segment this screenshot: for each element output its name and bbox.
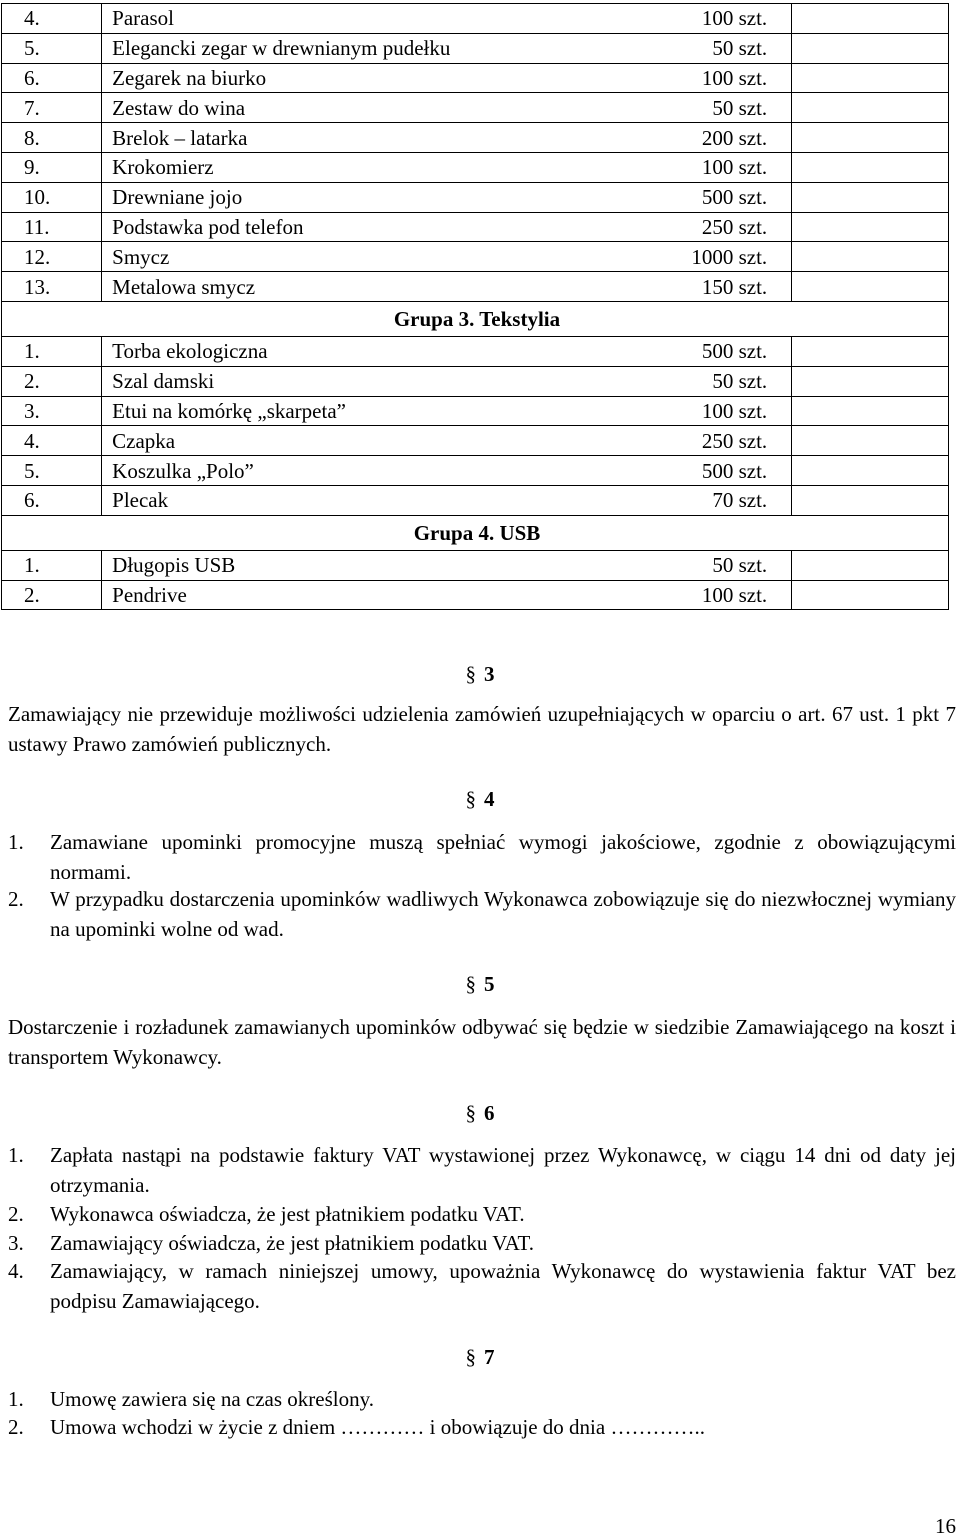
table-row [2, 396, 949, 426]
section-7-heading [0, 1345, 960, 1370]
empty-cell [792, 182, 949, 212]
item-name: Smycz [102, 242, 664, 272]
table-row [2, 212, 949, 242]
empty-cell [792, 426, 949, 456]
item-number: 1. [8, 1387, 24, 1411]
empty-cell [792, 396, 949, 426]
item-name: Plecak [102, 485, 664, 515]
table-row [2, 242, 949, 272]
section-number: 3 [484, 662, 495, 686]
item-quantity: 150 szt. [664, 272, 792, 302]
item-number: 1. [8, 1143, 24, 1167]
section-4-item [8, 827, 956, 887]
item-text: Zapłata nastąpi na podstawie faktury VAT wystawionej przez Wykonawcę, w ciągu 14 dni od daty jej otrzymania. [50, 1143, 956, 1197]
empty-cell [792, 242, 949, 272]
empty-cell [792, 4, 949, 34]
item-name: Torba ekologiczna [102, 336, 664, 366]
item-quantity: 70 szt. [664, 485, 792, 515]
table-row [2, 123, 949, 153]
item-number: 4. [8, 1259, 24, 1283]
empty-cell [792, 366, 949, 396]
empty-cell [792, 485, 949, 515]
item-number: 2. [2, 366, 102, 396]
section-4-heading [0, 787, 960, 812]
item-quantity: 250 szt. [664, 426, 792, 456]
item-number: 2. [8, 1415, 24, 1439]
section-7-item [8, 1412, 956, 1442]
section-5-heading [0, 972, 960, 997]
section-5-paragraph: Dostarczenie i rozładunek zamawianych upominków odbywać się będzie w siedzibie Zamawiającego na koszt i transportem Wykonawcy. [8, 1015, 956, 1069]
item-quantity: 500 szt. [664, 336, 792, 366]
item-number: 8. [2, 123, 102, 153]
item-quantity: 100 szt. [664, 152, 792, 182]
item-quantity: 100 szt. [664, 396, 792, 426]
item-number: 2. [8, 887, 24, 911]
section-3-paragraph: Zamawiający nie przewiduje możliwości udzielenia zamówień uzupełniających w oparciu o art. 67 ust. 1 pkt 7 ustawy Prawo zamówień publicznych. [8, 702, 956, 756]
item-quantity: 100 szt. [664, 580, 792, 610]
item-quantity: 200 szt. [664, 123, 792, 153]
item-number: 2. [8, 1202, 24, 1226]
section-number: 6 [484, 1101, 495, 1125]
empty-cell [792, 272, 949, 302]
section-number: 7 [484, 1345, 495, 1369]
table-row [2, 4, 949, 34]
item-name: Brelok – latarka [102, 123, 664, 153]
item-quantity: 500 szt. [664, 456, 792, 486]
item-number: 12. [2, 242, 102, 272]
item-name: Zegarek na biurko [102, 63, 664, 93]
section-6-item [8, 1256, 956, 1316]
item-quantity: 250 szt. [664, 212, 792, 242]
section-5-text [8, 1012, 956, 1072]
table-row [2, 63, 949, 93]
group-header-row [2, 515, 949, 550]
item-quantity: 50 szt. [664, 33, 792, 63]
item-name: Zestaw do wina [102, 93, 664, 123]
table-row [2, 272, 949, 302]
section-7-item [8, 1384, 956, 1414]
item-name: Długopis USB [102, 550, 664, 580]
section-sign: § [465, 787, 476, 811]
item-number: 1. [2, 336, 102, 366]
item-text: Zamawiane upominki promocyjne muszą spełniać wymogi jakościowe, zgodnie z obowiązującymi normami. [50, 830, 956, 884]
page-number: 16 [935, 1514, 956, 1538]
item-text: Umowa wchodzi w życie z dniem ………… i obowiązuje do dnia ………….. [50, 1415, 705, 1439]
empty-cell [792, 93, 949, 123]
item-number: 1. [2, 550, 102, 580]
item-name: Parasol [102, 4, 664, 34]
section-4-item [8, 884, 956, 944]
table-row [2, 366, 949, 396]
section-3-text [8, 699, 956, 759]
item-number: 9. [2, 152, 102, 182]
item-quantity: 50 szt. [664, 366, 792, 396]
section-6-item [8, 1140, 956, 1200]
table-row [2, 93, 949, 123]
item-number: 10. [2, 182, 102, 212]
empty-cell [792, 550, 949, 580]
empty-cell [792, 152, 949, 182]
section-sign: § [465, 662, 476, 686]
table-row [2, 580, 949, 610]
section-6-item [8, 1228, 956, 1258]
item-name: Koszulka „Polo” [102, 456, 664, 486]
group-title [2, 515, 949, 550]
table-row [2, 550, 949, 580]
section-number: 4 [484, 787, 495, 811]
group-title-text: Grupa 3. Tekstylia [393, 306, 561, 331]
item-number: 3. [8, 1231, 24, 1255]
table-row [2, 336, 949, 366]
group-title [2, 301, 949, 336]
table-row [2, 33, 949, 63]
empty-cell [792, 123, 949, 153]
item-quantity: 50 szt. [664, 550, 792, 580]
item-text: W przypadku dostarczenia upominków wadliwych Wykonawca zobowiązuje się do niezwłocznej wymiany na upominki wolne od wad. [50, 887, 956, 941]
item-number: 5. [2, 33, 102, 63]
item-quantity: 100 szt. [664, 63, 792, 93]
item-quantity: 100 szt. [664, 4, 792, 34]
item-number: 13. [2, 272, 102, 302]
empty-cell [792, 456, 949, 486]
empty-cell [792, 580, 949, 610]
item-number: 2. [2, 580, 102, 610]
table-row [2, 485, 949, 515]
item-quantity: 50 szt. [664, 93, 792, 123]
section-6-heading [0, 1101, 960, 1126]
item-number: 6. [2, 63, 102, 93]
section-6-item [8, 1199, 956, 1229]
item-text: Wykonawca oświadcza, że jest płatnikiem podatku VAT. [50, 1202, 525, 1226]
empty-cell [792, 33, 949, 63]
item-number: 1. [8, 830, 24, 854]
group-header-row [2, 301, 949, 336]
table-row [2, 152, 949, 182]
items-table [1, 3, 949, 610]
item-text: Zamawiający oświadcza, że jest płatnikiem podatku VAT. [50, 1231, 535, 1255]
table-row [2, 456, 949, 486]
item-text: Zamawiający, w ramach niniejszej umowy, upoważnia Wykonawcę do wystawienia faktur VAT bez podpisu Zamawiającego. [50, 1259, 956, 1313]
empty-cell [792, 63, 949, 93]
empty-cell [792, 212, 949, 242]
item-number: 6. [2, 485, 102, 515]
item-number: 5. [2, 456, 102, 486]
item-name: Podstawka pod telefon [102, 212, 664, 242]
empty-cell [792, 336, 949, 366]
item-number: 4. [2, 426, 102, 456]
item-name: Etui na komórkę „skarpeta” [102, 396, 664, 426]
item-quantity: 500 szt. [664, 182, 792, 212]
item-number: 11. [2, 212, 102, 242]
section-sign: § [465, 1101, 476, 1125]
item-name: Pendrive [102, 580, 664, 610]
section-3-heading [0, 662, 960, 687]
item-name: Szal damski [102, 366, 664, 396]
table-row [2, 182, 949, 212]
item-name: Metalowa smycz [102, 272, 664, 302]
item-number: 7. [2, 93, 102, 123]
item-name: Drewniane jojo [102, 182, 664, 212]
item-number: 4. [2, 4, 102, 34]
item-name: Elegancki zegar w drewnianym pudełku [102, 33, 664, 63]
item-text: Umowę zawiera się na czas określony. [50, 1387, 375, 1411]
item-name: Krokomierz [102, 152, 664, 182]
item-number: 3. [2, 396, 102, 426]
table-row [2, 426, 949, 456]
item-quantity: 1000 szt. [664, 242, 792, 272]
item-name: Czapka [102, 426, 664, 456]
group-title-text: Grupa 4. USB [413, 520, 541, 545]
section-number: 5 [484, 972, 495, 996]
section-sign: § [465, 972, 476, 996]
section-sign: § [465, 1345, 476, 1369]
